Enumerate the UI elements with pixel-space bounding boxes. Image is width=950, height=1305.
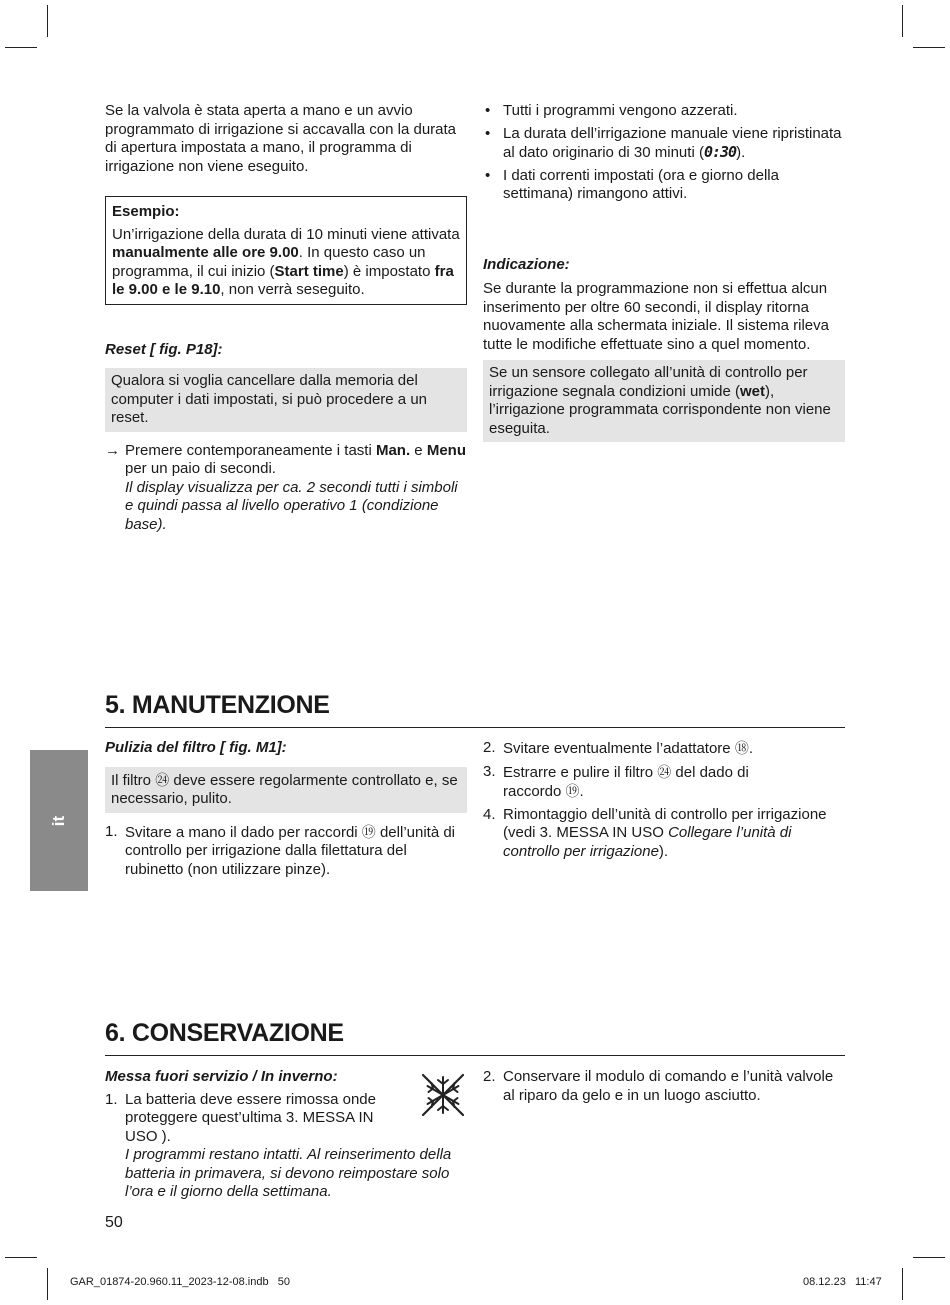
storage-steps-right [483, 1068, 845, 1105]
section-5-rule [105, 727, 845, 728]
section-6-left [105, 1068, 467, 1206]
crop-mark [902, 5, 903, 37]
page-number: 50 [105, 1214, 123, 1231]
crop-mark [47, 1268, 48, 1300]
reset-effects-list [483, 102, 845, 204]
list-item: 1. Svitare a mano il dado per raccordi ⑲ dell’unità di controllo per irrigazione dalla filettatura del rubinetto (non utilizzare pinze). [105, 822, 456, 878]
list-item: 4. Rimontaggio dell’unità di controllo per irrigazione (vedi 3. MESSA IN USO Collegare l’unità di controllo per irrigazione). [483, 805, 827, 860]
list-item: 2. Conservare il modulo di comando e l’unità valvole al riparo da gelo e in un luogo asciutto. [483, 1068, 834, 1104]
arrow-icon: → [105, 441, 120, 459]
section-6-right [483, 1068, 845, 1109]
example-text: Un’irrigazione della durata di 10 minuti viene attivata manualmente alle ore 9.00. In questo caso un programma, il cui inizio (Start time) è impostato fra le 9.00 e le 9.10, non verrà seseguito. [112, 225, 460, 298]
crop-mark [47, 5, 48, 37]
filter-note: Il filtro ㉔ deve essere regolarmente controllato e, se necessario, pulito. [105, 767, 467, 813]
list-item: • I dati correnti impostati (ora e giorno della settimana) rimangono attivi. [483, 167, 845, 204]
no-frost-icon [419, 1071, 467, 1119]
reset-result: Il display visualizza per ca. 2 secondi tutti i simboli e quindi passa al livello operativo 1 (condizione base). [125, 478, 458, 533]
list-item: 2. Svitare eventualmente l’adattatore ⑱. [483, 739, 753, 757]
maintenance-steps-right [483, 739, 845, 861]
intro-paragraph: Se la valvola è stata aperta a mano e un avvio programmato di irrigazione si accavalla con la durata di apertura impostata a mano, il programma di irrigazione non viene eseguito. [105, 102, 457, 175]
crop-mark [913, 47, 945, 48]
crop-mark [5, 1257, 37, 1258]
section-5-left [105, 739, 467, 883]
indication-text: Se durante la programmazione non si effettua alcun inserimento per oltre 60 secondi, il display ritorna nuovamente alla schermata iniziale. Il sistema rileva tutte le modifiche effettuate sino a quel momento. [483, 280, 829, 353]
crop-mark [902, 1268, 903, 1300]
reset-note: Qualora si voglia cancellare dalla memoria del computer i dati impostati, si può procedere a un reset. [105, 368, 467, 432]
language-tab-label: it [49, 815, 68, 826]
top-right-column [483, 102, 845, 442]
list-item: 3. Estrarre e pulire il filtro ㉔ del dado di raccordo ⑲. [483, 762, 749, 800]
maintenance-steps-left [105, 823, 467, 880]
example-label: Esempio: [112, 203, 180, 220]
winter-heading: Messa fuori servizio / In inverno: [105, 1068, 338, 1085]
reset-heading: Reset [ fig. P18]: [105, 340, 223, 358]
section-6-rule [105, 1055, 845, 1056]
indication-heading: Indicazione: [483, 255, 570, 273]
filter-heading: Pulizia del filtro [ fig. M1]: [105, 739, 287, 756]
language-tab [30, 750, 88, 891]
example-box [105, 196, 467, 305]
section-6-title: 6. CONSERVAZIONE [105, 1019, 344, 1047]
reset-instruction: → Premere contemporaneamente i tasti Man. e Menu per un paio di secondi. Il display visualizza per ca. 2 secondi tutti i simboli e quindi passa al livello operativo 1 (condizione base). [105, 441, 466, 533]
sensor-note: Se un sensore collegato all’unità di controllo per irrigazione segnala condizioni umide (wet), l’irrigazione programmata corrispondente non viene eseguita. [483, 360, 845, 442]
list-item: 1. La batteria deve essere rimossa onde proteggere quest’ultima 3. MESSA IN USO ). I programmi restano intatti. Al reinserimento della batteria in primavera, si devono reimpostare solo l’ora e il giorno della settimana. [105, 1090, 452, 1200]
lcd-display-value: 0:30 [703, 143, 737, 161]
footer-file: GAR_01874-20.960.11_2023-12-08.indb 50 [70, 1276, 290, 1288]
storage-steps-left [105, 1091, 467, 1202]
list-item: • La durata dell’irrigazione manuale viene ripristinata al dato originario di 30 minuti (0:30). [483, 125, 845, 163]
crop-mark [913, 1257, 945, 1258]
list-item: • Tutti i programmi vengono azzerati. [483, 102, 845, 121]
footer-date: 08.12.23 11:47 [803, 1276, 882, 1288]
top-left-column [105, 102, 467, 534]
section-5-right [483, 739, 845, 865]
section-5-title: 5. MANUTENZIONE [105, 691, 330, 719]
crop-mark [5, 47, 37, 48]
